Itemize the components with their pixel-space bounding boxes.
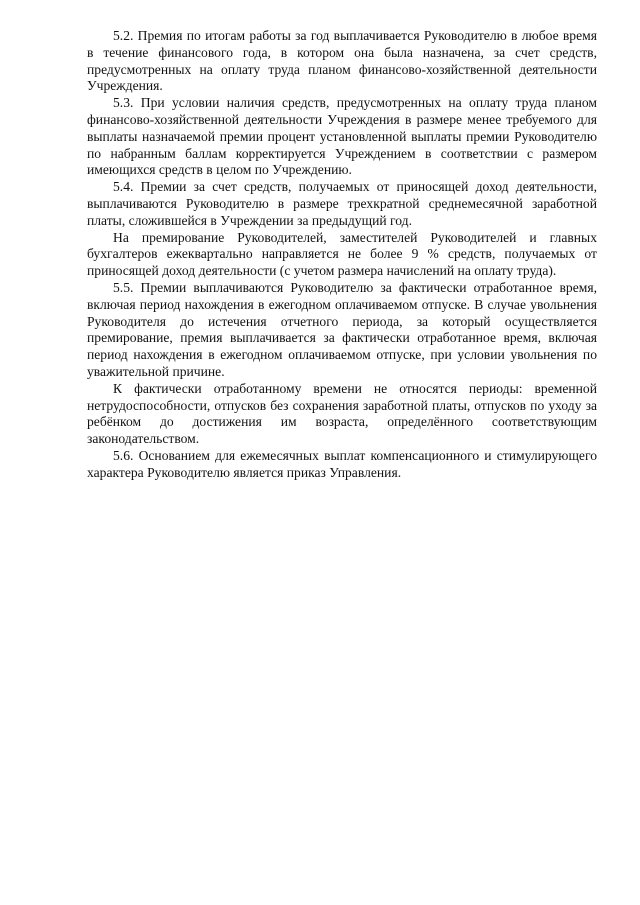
paragraph-5-6: 5.6. Основанием для ежемесячных выплат компенсационного и стимулирующего характера Руководителю является приказ Управления.: [87, 447, 597, 480]
paragraph-5-3: 5.3. При условии наличия средств, предусмотренных на оплату труда планом финансово-хозяйственной деятельности Учреждения в размере менее требуемого для выплаты назначаемой премии процент установленной выплаты премии Руководителю по набранным баллам корректируется Учреждением в соответствии с размером имеющихся средств в целом по Учреждению.: [87, 95, 597, 178]
paragraph-5-5: 5.5. Премии выплачиваются Руководителю за фактически отработанное время, включая период нахождения в ежегодном оплачиваемом отпуске. В случае увольнения Руководителя до истечения отчетного периода, за который осуществляется премирование, премия выплачивается за фактически отработанное время, включая период нахождения в ежегодном оплачиваемом отпуске, при условии увольнения по уважительной причине.: [87, 279, 597, 379]
document-body: [87, 28, 597, 482]
paragraph-5-2: 5.2. Премия по итогам работы за год выплачивается Руководителю в любое время в течение финансового года, в котором она была назначена, за счет средств, предусмотренных на оплату труда планом финансово-хозяйственной деятельности Учреждения.: [87, 28, 597, 94]
paragraph-5-4: 5.4. Премии за счет средств, получаемых от приносящей доход деятельности, выплачиваются Руководителю в размере трехкратной среднемесячной заработной платы, сложившейся в Учреждении за предыдущий год.: [87, 179, 597, 228]
paragraph-excluded-periods: К фактически отработанному времени не относятся периоды: временной нетрудоспособности, отпусков без сохранения заработной платы, отпусков по уходу за ребёнком до достижения им возраста, определённого соответствующим законодательством.: [87, 380, 597, 447]
paragraph-bonus-allocation: На премирование Руководителей, заместителей Руководителей и главных бухгалтеров ежеквартально направляется не более 9 % средств, получаемых от приносящей доход деятельности (с учетом размера начислений на оплату труда).: [87, 229, 597, 279]
